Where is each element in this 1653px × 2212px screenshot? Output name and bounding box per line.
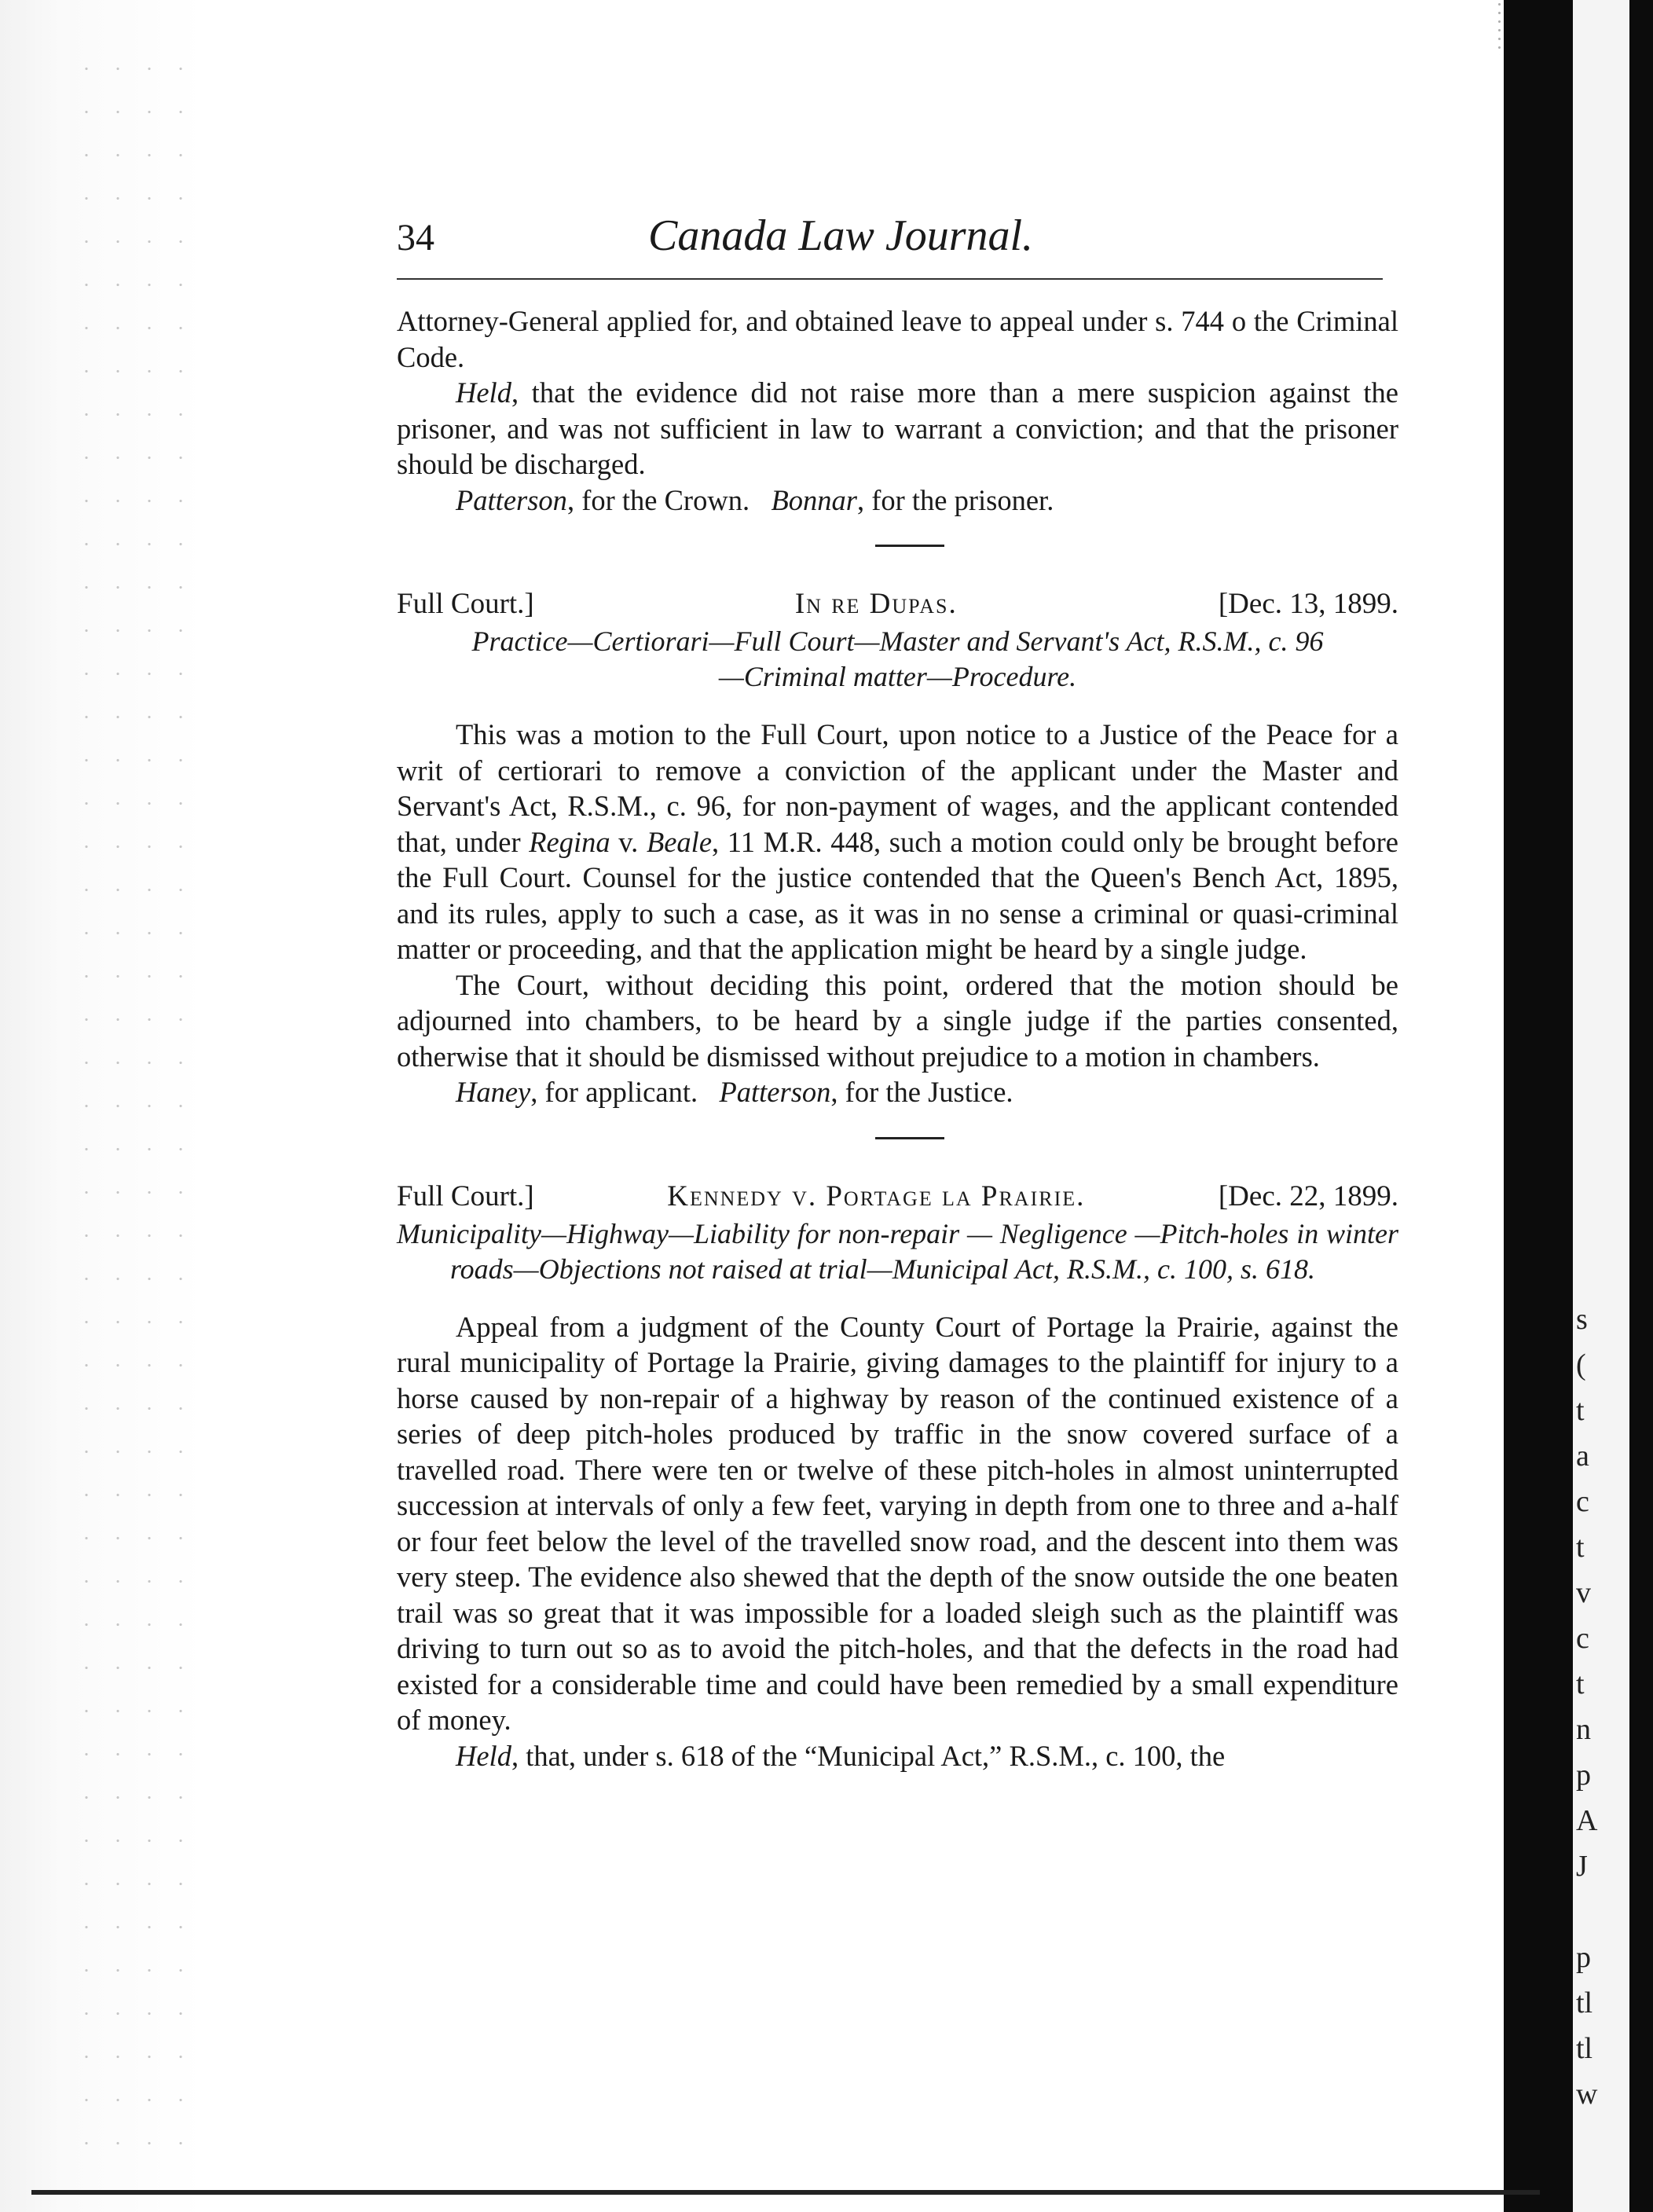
case-name: In re Dupas. [794,588,958,620]
page-header [397,211,1398,273]
intro-paragraph: Attorney-General applied for, and obtained leave to appeal under s. 744 o the Criminal Code. [397,305,1398,373]
case-heading-kennedy [397,1179,1398,1215]
scan-bottom-edge [31,2190,1540,2195]
section-separator [875,1137,944,1139]
case-counsel-line: Haney, for applicant. Patterson, for the Justice. [456,1076,1013,1108]
counsel-name: Patterson [456,483,567,516]
intro-held-paragraph: Held, that the evidence did not raise more than a mere suspicion against the prisoner, and was not sufficient in law to warrant a conviction; and that the prisoner should be discharged. [397,376,1398,480]
counsel-name: Bonnar [771,483,857,516]
section-separator [875,545,944,547]
running-title: Canada Law Journal. [648,211,1034,260]
counsel-name: Haney [456,1076,531,1108]
case-paragraph: The Court, without deciding this point, ordered that the motion should be adjourned into chambers, to be heard by a single judge if the parties consented, otherwise that it should be dismissed without prejudice to a motion in chambers. [397,968,1398,1073]
case-paragraph: Appeal from a judgment of the County Court of Portage la Prairie, against the rural municipality of Portage la Prairie, giving damages to the plaintiff for injury to a horse caused by non-repair of a highway by reason of the continued existence of a series of deep pitch-holes produced by traffic in the snow covered surface of a travelled road. There were ten or twelve of these pitch-holes in almost uninterrupted succession at intervals of only a few feet, varying in depth from one to three and a-half or four feet below the level of the travelled snow road, and the descent into them was very steep. The evidence also shewed that the depth of the snow outside the one beaten trail was so great that it was impossible for a loaded sleigh such as the plaintiff was driving to turn out so as to avoid the pitch-holes, and that the defects in the road had existed for a considerable time and could have been remedied by a small expenditure of money. [397,1310,1398,1736]
journal-page [397,211,1398,1774]
facing-page-fragments: s ( t a c t v c t n p A J p tl tl w [1576,1303,1598,2111]
catchwords: Municipality—Highway—Liability for non-repair — Negligence —Pitch-holes in winter roads—Objections not raised at trial—Municipal Act, R.S.M., c. 100, s. 618. [397,1217,1398,1285]
case-date: [Dec. 22, 1899. [1218,1179,1398,1212]
counsel-name: Patterson [719,1076,831,1108]
case-name: Kennedy v. Portage la Prairie. [667,1179,1086,1212]
scan-bleed-through [71,47,189,2169]
case-paragraph: This was a motion to the Full Court, upon notice to a Justice of the Peace for a writ of certiorari to remove a conviction of the applicant under the Master and Servant's Act, R.S.M., c. 96, for non-payment of wages, and the applicant contended that, under Regina v. Beale, 11 M.R. 448, such a motion could only be brought before the Full Court. Counsel for the justice contended that the Queen's Bench Act, 1895, and its rules, apply to such a case, as it was in no sense a criminal or quasi-criminal matter or proceeding, and that the application might be heard by a single judge. [397,718,1398,965]
court-label: Full Court.] [397,588,534,620]
held-word: Held [456,1739,511,1772]
intro-counsel-line: Patterson, for the Crown. Bonnar, for the prisoner. [456,483,1054,516]
facing-page-edge [1573,0,1629,2212]
header-rule [397,278,1383,280]
held-word: Held [456,376,511,409]
case-date: [Dec. 13, 1899. [1218,588,1398,620]
page-number: 34 [397,217,434,259]
court-label: Full Court.] [397,1179,534,1212]
case-heading-dupas [397,586,1398,622]
case-held-paragraph: Held, that, under s. 618 of the “Municipal Act,” R.S.M., c. 100, the [456,1739,1226,1772]
catchwords: Practice—Certiorari—Full Court—Master and Servant's Act, R.S.M., c. 96 —Criminal matter—Procedure. [471,625,1324,692]
